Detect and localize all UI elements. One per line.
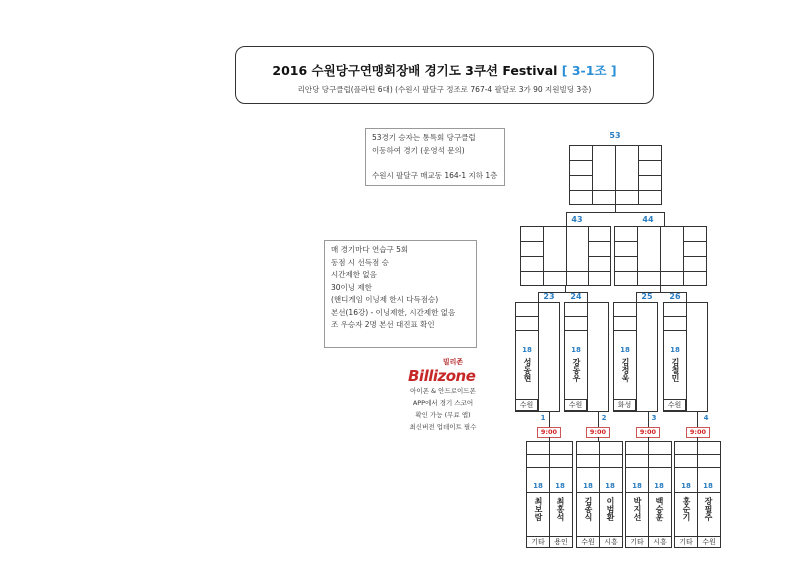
match-number-quarter: 24 <box>570 292 582 301</box>
first-round-pair-box <box>625 441 672 548</box>
first-round-pair-box <box>674 441 721 548</box>
first-round-pair-box <box>526 441 573 548</box>
match-number-quarter: 26 <box>669 292 681 301</box>
player-region: 수원 <box>663 399 686 411</box>
rule-line: 조 우승자 2명 본선 대진표 확인 <box>331 320 435 329</box>
match-number-final: 53 <box>609 131 621 140</box>
match-time: 9:00 <box>686 427 710 438</box>
match-time: 9:00 <box>636 427 660 438</box>
billizone-logo <box>400 357 490 385</box>
match-number-first: 3 <box>651 414 657 422</box>
quarter-pair-box <box>515 302 560 412</box>
app-info-line: APP에서 경기 스코어 <box>412 399 474 407</box>
final-box <box>569 145 662 205</box>
note-line: 수원시 팔달구 매교동 164-1 지하 1층 <box>372 170 498 180</box>
match-time: 9:00 <box>586 427 610 438</box>
note-rules <box>324 240 477 348</box>
title-box <box>235 46 654 104</box>
app-info <box>393 385 493 433</box>
player-handicap: 18 <box>555 482 565 490</box>
player-region: 수원 <box>576 536 600 548</box>
player-name: 최보람 <box>534 497 543 521</box>
match-number-quarter: 23 <box>543 292 555 301</box>
semi-box-44 <box>614 226 707 286</box>
player-name: 김종식 <box>584 497 593 521</box>
page-title <box>236 61 653 79</box>
match-number-first: 2 <box>601 414 607 422</box>
quarter-pair-box <box>663 302 708 412</box>
player-handicap: 18 <box>605 482 615 490</box>
player-handicap: 18 <box>703 482 713 490</box>
match-number-first: 1 <box>540 414 546 422</box>
match-number-semi: 44 <box>642 215 654 224</box>
logo-korean: 빌리존 <box>442 358 464 366</box>
player-region: 시흥 <box>648 536 672 548</box>
player-name: 박지선 <box>633 497 642 521</box>
player-name: 장필주 <box>704 497 713 521</box>
player-handicap: 18 <box>522 346 532 354</box>
player-region: 기타 <box>625 536 649 548</box>
rule-line: (핸디게임 이닝제 한시 다득점승) <box>331 295 439 304</box>
player-region: 기타 <box>526 536 550 548</box>
rule-line: 본선(16강) - 이닝제한, 시간제한 없음 <box>331 307 456 317</box>
match-number-semi: 43 <box>571 215 583 224</box>
group-label: [ 3-1조 ] <box>561 63 617 78</box>
match-number-first: 4 <box>703 414 709 422</box>
player-name: 이범환 <box>606 497 615 521</box>
match-time: 9:00 <box>537 427 561 438</box>
app-info-line: 확인 가능 (무료 앱) <box>415 411 471 419</box>
player-handicap: 18 <box>670 346 680 354</box>
player-handicap: 18 <box>654 482 664 490</box>
rule-line: 30이닝 제한 <box>331 282 372 292</box>
player-region: 수원 <box>515 399 538 411</box>
player-handicap: 18 <box>533 482 543 490</box>
page-subtitle: 리안당 당구클럽(플라틴 6대) (수원시 팔달구 정조로 767-4 팔달로 3가 90 지원빌딩 3층) <box>297 85 592 94</box>
player-region: 화성 <box>613 399 636 411</box>
semi-box-43 <box>520 226 611 286</box>
note-line: 53경기 승자는 통특회 당구클럽 <box>372 133 476 142</box>
note-venue-move <box>365 128 505 186</box>
logo-wordmark: Billizone <box>408 367 476 385</box>
title-text: 2016 수원당구연맹회장배 경기도 3쿠션 Festival <box>272 63 558 78</box>
rule-line: 동점 시 선득점 승 <box>331 257 389 267</box>
match-number-quarter: 25 <box>641 292 653 301</box>
player-name: 홍순기 <box>682 497 691 521</box>
first-round-pair-box <box>576 441 623 548</box>
player-region: 용인 <box>549 536 573 548</box>
player-name: 성동현 <box>523 358 532 382</box>
rule-line: 시간제한 없음 <box>331 270 377 279</box>
player-name: 김정욱 <box>621 358 630 382</box>
player-name: 강동우 <box>572 358 581 382</box>
app-info-line: 최신버전 업데이트 필수 <box>409 423 477 431</box>
player-handicap: 18 <box>571 346 581 354</box>
player-handicap: 18 <box>632 482 642 490</box>
player-region: 수원 <box>697 536 721 548</box>
rule-line: 매 경기마다 연습구 5회 <box>331 245 409 254</box>
player-handicap: 18 <box>681 482 691 490</box>
player-region: 수원 <box>564 399 587 411</box>
note-line <box>372 157 498 170</box>
player-region: 시흥 <box>599 536 623 548</box>
player-name: 백승훈 <box>655 497 664 521</box>
player-handicap: 18 <box>620 346 630 354</box>
player-handicap: 18 <box>583 482 593 490</box>
app-info-line: 아이폰 & 안드로이드폰 <box>410 387 476 395</box>
quarter-pair-box <box>564 302 609 412</box>
note-line: 이동하여 경기 (운영석 문의) <box>372 145 465 155</box>
player-name: 최홍석 <box>556 497 565 521</box>
player-name: 김철민 <box>671 358 680 382</box>
player-region: 기타 <box>674 536 698 548</box>
quarter-pair-box <box>613 302 658 412</box>
